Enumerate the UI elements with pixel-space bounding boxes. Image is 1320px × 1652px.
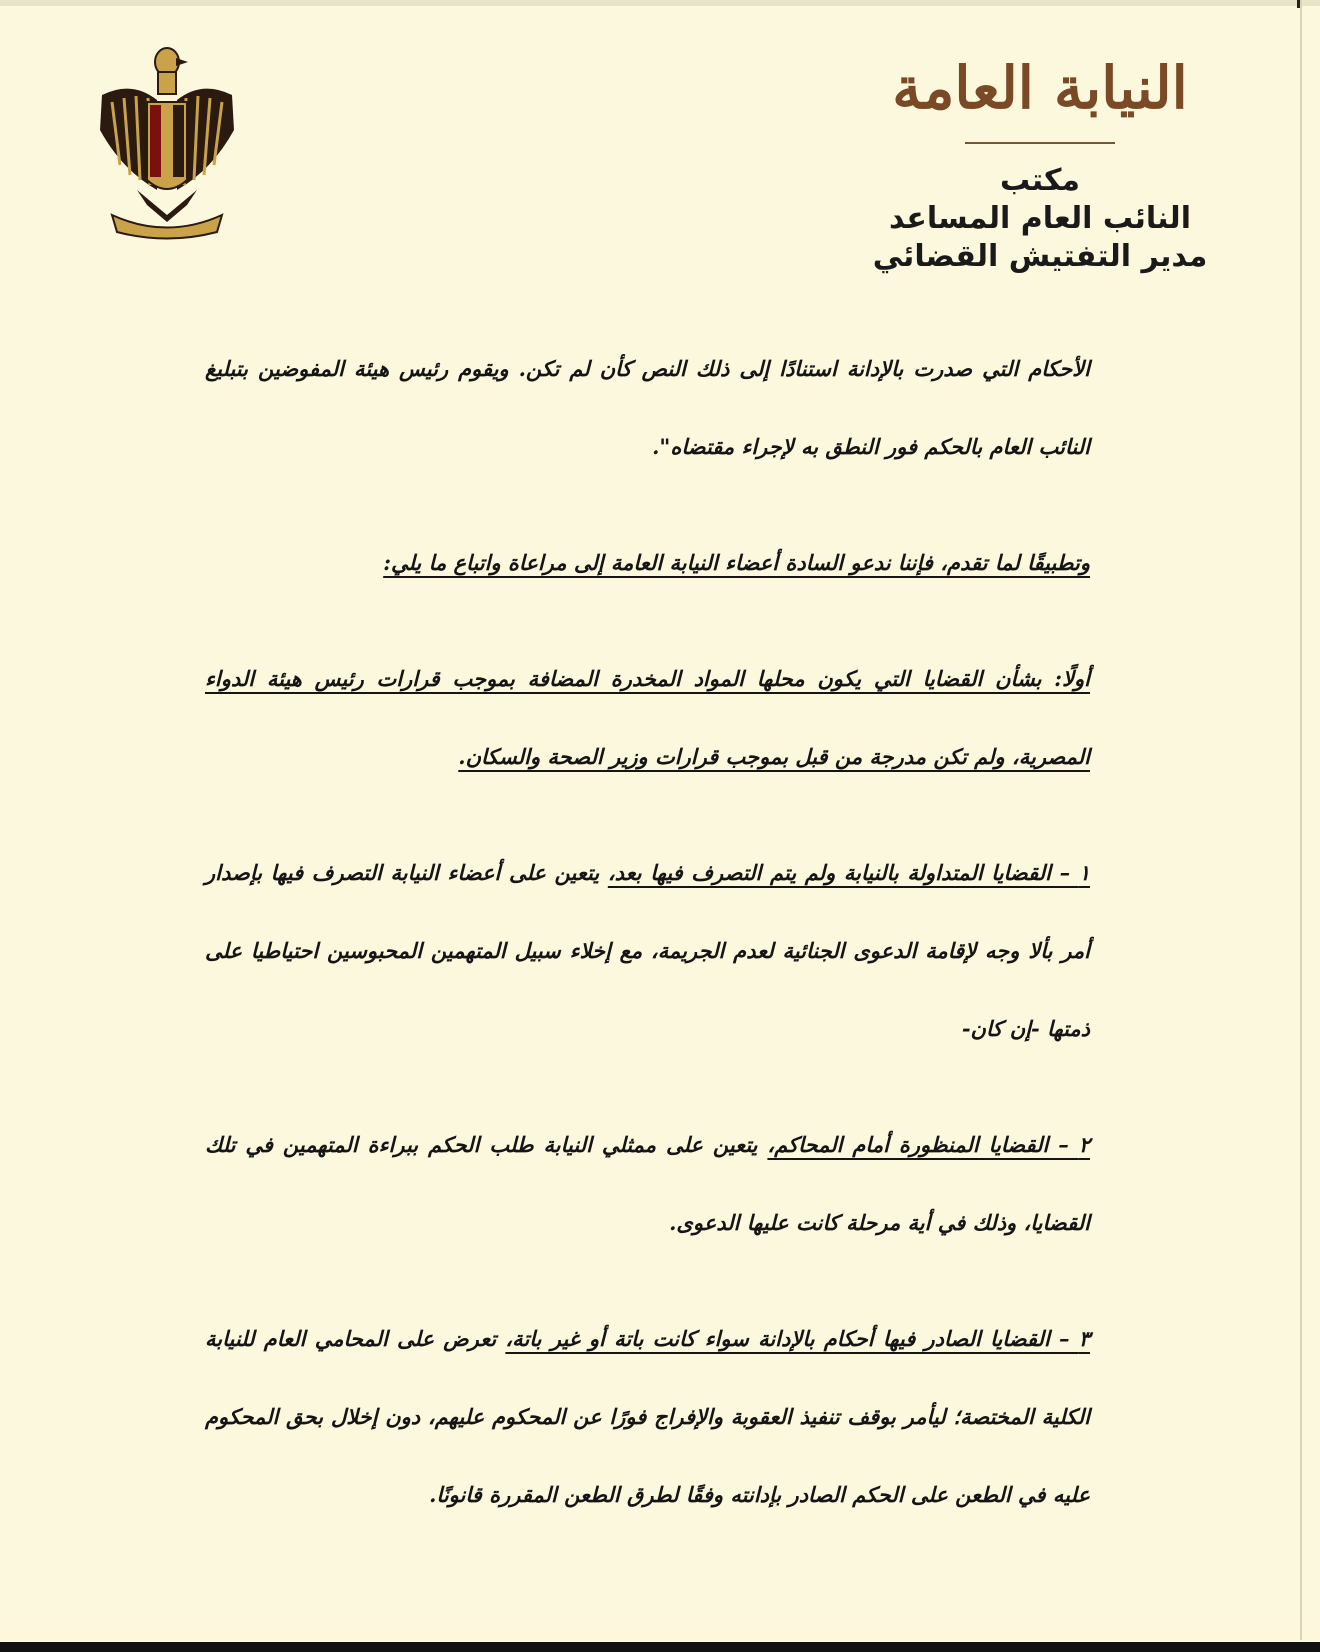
paragraph-2: وتطبيقًا لما تقدم، فإننا ندعو السادة أعضاء النيابة العامة إلى مراعاة واتباع ما يلي:: [383, 550, 1090, 575]
emblem: [92, 40, 242, 240]
letterhead-department: مدير التفتيش القضائي: [872, 239, 1208, 274]
item-2: [205, 1106, 1090, 1262]
page-bottom-edge: [0, 1642, 1320, 1652]
item-3-text: تعرض على المحامي العام للنيابة الكلية المختصة؛ ليأمر بوقف تنفيذ العقوبة والإفراج فورًا عن المحكوم عليهم، دون إخلال بحق المحكوم عليه في الطعن على الحكم الصادر بإدانته وفقًا لطرق الطعن المقررة قانونًا.: [205, 1326, 1090, 1507]
item-1: [205, 834, 1090, 1068]
letterhead-office: مكتب: [999, 163, 1081, 198]
egypt-eagle-emblem-icon: [92, 40, 242, 240]
page-corner-mark: [1297, 0, 1300, 8]
letterhead-divider: [965, 142, 1115, 144]
item-2-heading: ٢ – القضايا المنظورة أمام المحاكم،: [767, 1132, 1090, 1157]
item-2-text: يتعين على ممثلي النيابة طلب الحكم ببراءة المتهمين في تلك القضايا، وذلك في أية مرحلة كانت عليها الدعوى.: [205, 1132, 1090, 1235]
item-1-heading: ١ – القضايا المتداولة بالنيابة ولم يتم التصرف فيها بعد،: [607, 860, 1090, 885]
item-1-text: يتعين على أعضاء النيابة التصرف فيها بإصدار أمر بألا وجه لإقامة الدعوى الجنائية لعدم الجريمة، مع إخلاء سبيل المتهمين المحبوسين احتياطيا على ذمتها -إن كان-: [205, 860, 1090, 1041]
letterhead-position: النائب العام المساعد: [889, 201, 1191, 236]
item-3-heading: ٣ – القضايا الصادر فيها أحكام بالإدانة سواء كانت باتة أو غير باتة،: [505, 1326, 1090, 1351]
item-3: [205, 1300, 1090, 1534]
letterhead-title: النيابة العامة: [892, 54, 1188, 122]
page-right-edge: [1300, 0, 1302, 1640]
page-top-edge: [0, 0, 1320, 6]
document-body: [205, 330, 1090, 1534]
paragraph-3: أولًا: بشأن القضايا التي يكون محلها المواد المخدرة المضافة بموجب قرارات رئيس هيئة الدواء المصرية، ولم تكن مدرجة من قبل بموجب قرارات وزير الصحة والسكان.: [205, 666, 1090, 769]
letterhead: [860, 48, 1220, 276]
paragraph-1: الأحكام التي صدرت بالإدانة استنادًا إلى ذلك النص كأن لم تكن. ويقوم رئيس هيئة المفوضين بتبليغ النائب العام بالحكم فور النطق به لإجراء مقتضاه".: [205, 356, 1090, 459]
